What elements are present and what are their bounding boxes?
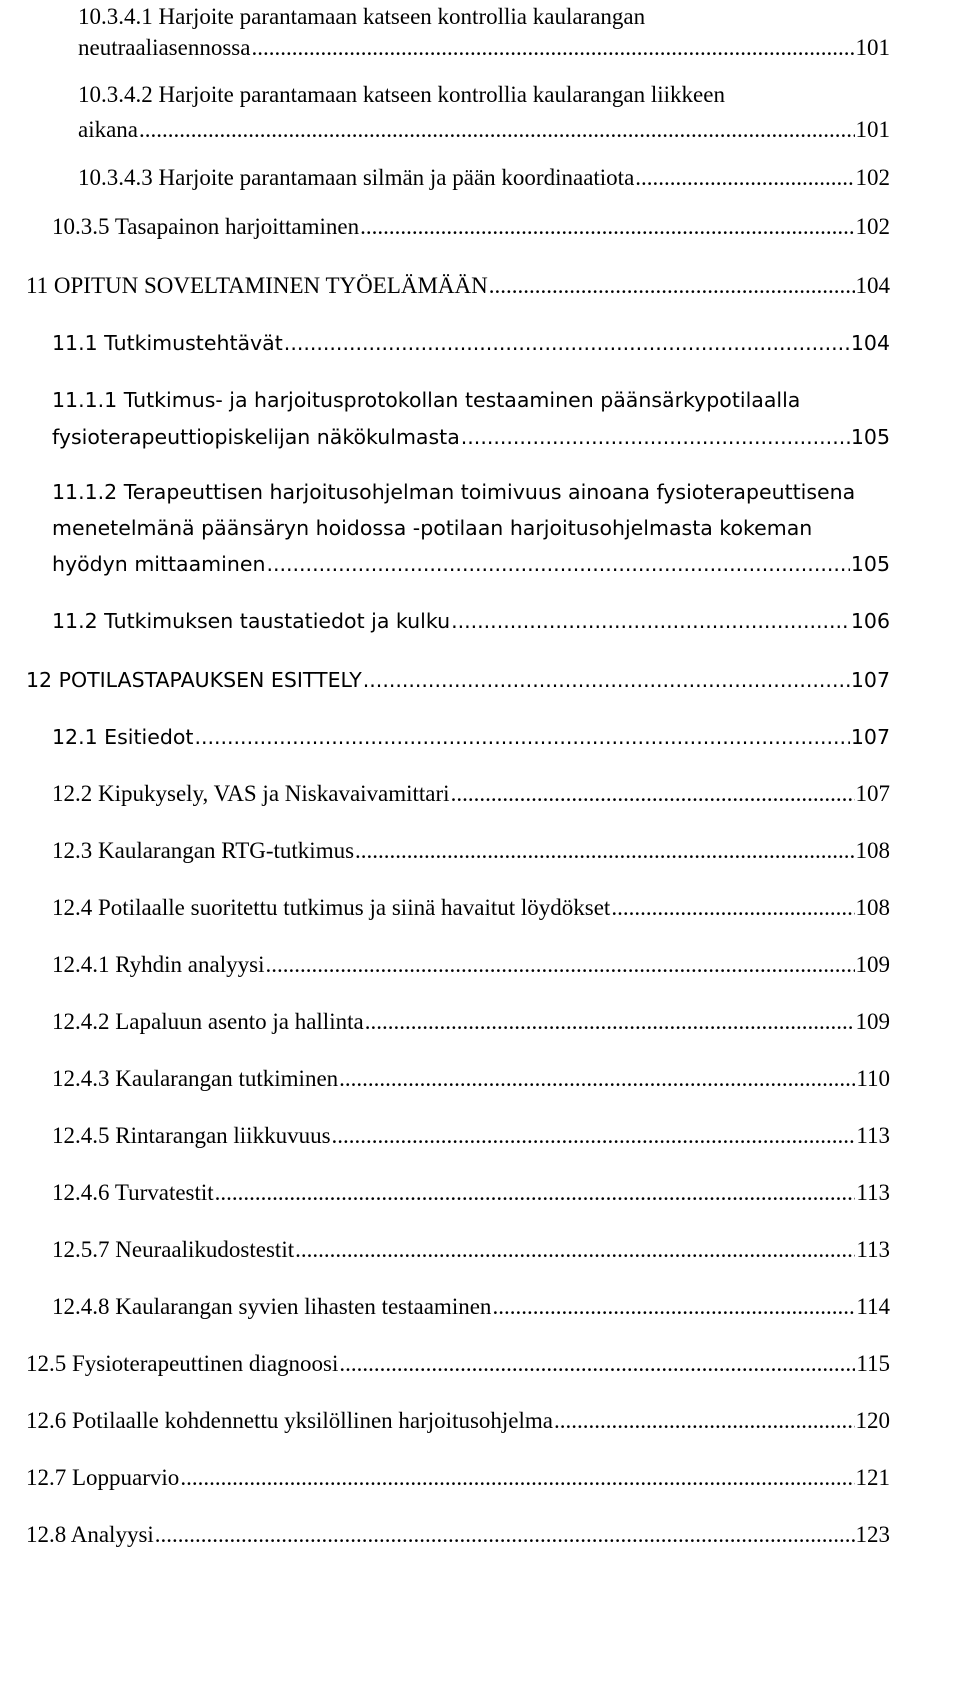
toc-entry-title: 12.4.2 Lapaluun asento ja hallinta (52, 1009, 364, 1034)
toc-entry[interactable] (52, 210, 890, 244)
toc-entry-title: 12.4.3 Kaularangan tutkiminen (52, 1066, 339, 1091)
toc-entry[interactable] (52, 1005, 890, 1039)
toc-entry[interactable] (52, 1119, 890, 1153)
toc-page-number: 101 (855, 35, 890, 60)
toc-page-number: 107 (850, 668, 890, 692)
dot-leader (355, 834, 854, 868)
dot-leader (180, 1461, 854, 1495)
toc-entry[interactable] (52, 1176, 890, 1210)
toc-entry-title: 12.8 Analyysi (26, 1522, 154, 1547)
toc-entry-title: 12.5.7 Neuraalikudostestit (52, 1237, 295, 1262)
toc-entry[interactable] (78, 161, 890, 195)
toc-entry-title: fysioterapeuttiopiskelijan näkökulmasta (52, 425, 460, 449)
toc-page-number: 102 (855, 165, 890, 190)
toc-page-number: 123 (855, 1522, 890, 1547)
toc-entry[interactable] (78, 31, 890, 65)
toc-entry[interactable] (52, 948, 890, 982)
toc-entry[interactable] (26, 1347, 890, 1381)
toc-entry-title: aikana (78, 117, 139, 142)
toc-entry[interactable] (52, 420, 890, 454)
toc-page-number: 105 (850, 552, 890, 576)
toc-entry-title: 12.4.5 Rintarangan liikkuvuus (52, 1123, 331, 1148)
toc-page-number: 114 (856, 1294, 890, 1319)
toc-entry[interactable] (26, 1461, 890, 1495)
toc-page-number: 102 (855, 214, 890, 239)
toc-page-number: 113 (856, 1123, 890, 1148)
dot-leader (489, 269, 855, 303)
dot-leader (339, 1062, 855, 1096)
dot-leader (265, 948, 854, 982)
toc-entry-title: 12.4 Potilaalle suoritettu tutkimus ja siinä havaitut löydökset (52, 895, 611, 920)
toc-entry[interactable] (52, 1233, 890, 1267)
toc-entry-line1: 10.3.4.1 Harjoite parantamaan katseen kontrollia kaularangan (78, 4, 646, 29)
toc-entry-title: 12.6 Potilaalle kohdennettu yksilöllinen harjoitusohjelma (26, 1408, 554, 1433)
toc-entry-line1: 10.3.4.2 Harjoite parantamaan katseen kontrollia kaularangan liikkeen (78, 82, 725, 107)
toc-page-number: 105 (850, 425, 890, 449)
toc-entry-title: 12.3 Kaularangan RTG-tutkimus (52, 838, 355, 863)
dot-leader (139, 113, 854, 147)
toc-page-number: 110 (856, 1066, 890, 1091)
toc-entry-title: 12.1 Esitiedot (52, 725, 194, 749)
toc-entry[interactable] (52, 547, 890, 581)
dot-leader (360, 210, 854, 244)
toc-entry-title: 12.4.8 Kaularangan syvien lihasten testaaminen (52, 1294, 492, 1319)
toc-entry[interactable] (52, 604, 890, 638)
toc-page-number: 107 (850, 725, 890, 749)
toc-entry-title: hyödyn mittaaminen (52, 552, 266, 576)
toc-entry[interactable] (52, 891, 890, 925)
dot-leader (635, 161, 854, 195)
toc-entry-title: 12.2 Kipukysely, VAS ja Niskavaivamittari (52, 781, 450, 806)
dot-leader (492, 1290, 855, 1324)
dot-leader (284, 326, 850, 360)
dot-leader (611, 891, 854, 925)
dot-leader (332, 1119, 856, 1153)
dot-leader (155, 1518, 855, 1552)
toc-entry[interactable] (52, 1290, 890, 1324)
toc-page-number: 109 (855, 1009, 890, 1034)
toc-page-number: 120 (855, 1408, 890, 1433)
dot-leader (554, 1404, 854, 1438)
toc-entry-title: 12.4.6 Turvatestit (52, 1180, 214, 1205)
toc-page-number: 113 (856, 1180, 890, 1205)
toc-entry[interactable] (26, 269, 890, 303)
toc-entry[interactable] (26, 663, 890, 697)
toc-entry-line2: menetelmänä päänsäryn hoidossa -potilaan harjoitusohjelmasta kokeman (52, 516, 813, 540)
toc-entry-title: neutraaliasennossa (78, 35, 251, 60)
toc-entry[interactable] (52, 326, 890, 360)
dot-leader (451, 604, 850, 638)
toc-entry-title: 10.3.5 Tasapainon harjoittaminen (52, 214, 360, 239)
toc-entry[interactable] (52, 720, 890, 754)
toc-entry[interactable] (52, 834, 890, 868)
dot-leader (251, 31, 854, 65)
toc-page-number: 101 (855, 117, 890, 142)
toc-entry[interactable] (78, 113, 890, 147)
toc-page-number: 107 (855, 781, 890, 806)
toc-entry-title: 12.7 Loppuarvio (26, 1465, 180, 1490)
toc-entry[interactable] (26, 1518, 890, 1552)
toc-page-number: 104 (855, 273, 890, 298)
toc-page-number: 108 (855, 838, 890, 863)
dot-leader (451, 777, 855, 811)
dot-leader (461, 420, 850, 454)
dot-leader (194, 720, 849, 754)
dot-leader (339, 1347, 855, 1381)
toc-page-number: 106 (850, 609, 890, 633)
toc-entry-title: 12.5 Fysioterapeuttinen diagnoosi (26, 1351, 339, 1376)
toc-entry-title: 11.1 Tutkimustehtävät (52, 331, 283, 355)
dot-leader (295, 1233, 855, 1267)
toc-page-number: 104 (850, 331, 890, 355)
toc-page-number: 115 (856, 1351, 890, 1376)
toc-page-number: 113 (856, 1237, 890, 1262)
toc-entry-title: 11.2 Tutkimuksen taustatiedot ja kulku (52, 609, 451, 633)
toc-entry-line1: 11.1.2 Terapeuttisen harjoitusohjelman toimivuus ainoana fysioterapeuttisena (52, 480, 856, 504)
toc-entry-title: 11 OPITUN SOVELTAMINEN TYÖELÄMÄÄN (26, 273, 488, 298)
toc-page-number: 108 (855, 895, 890, 920)
toc-page-number: 121 (855, 1465, 890, 1490)
dot-leader (215, 1176, 856, 1210)
toc-entry-title: 12 POTILASTAPAUKSEN ESITTELY (26, 668, 362, 692)
toc-entry-title: 12.4.1 Ryhdin analyysi (52, 952, 265, 977)
toc-page-number: 109 (855, 952, 890, 977)
dot-leader (266, 547, 849, 581)
toc-entry[interactable] (52, 1062, 890, 1096)
toc-entry[interactable] (26, 1404, 890, 1438)
dot-leader (363, 663, 850, 697)
toc-entry-line1: 11.1.1 Tutkimus- ja harjoitusprotokollan testaaminen päänsärkypotilaalla (52, 388, 801, 412)
toc-entry[interactable] (52, 777, 890, 811)
toc-entry-title: 10.3.4.3 Harjoite parantamaan silmän ja pään koordinaatiota (78, 165, 635, 190)
dot-leader (365, 1005, 855, 1039)
